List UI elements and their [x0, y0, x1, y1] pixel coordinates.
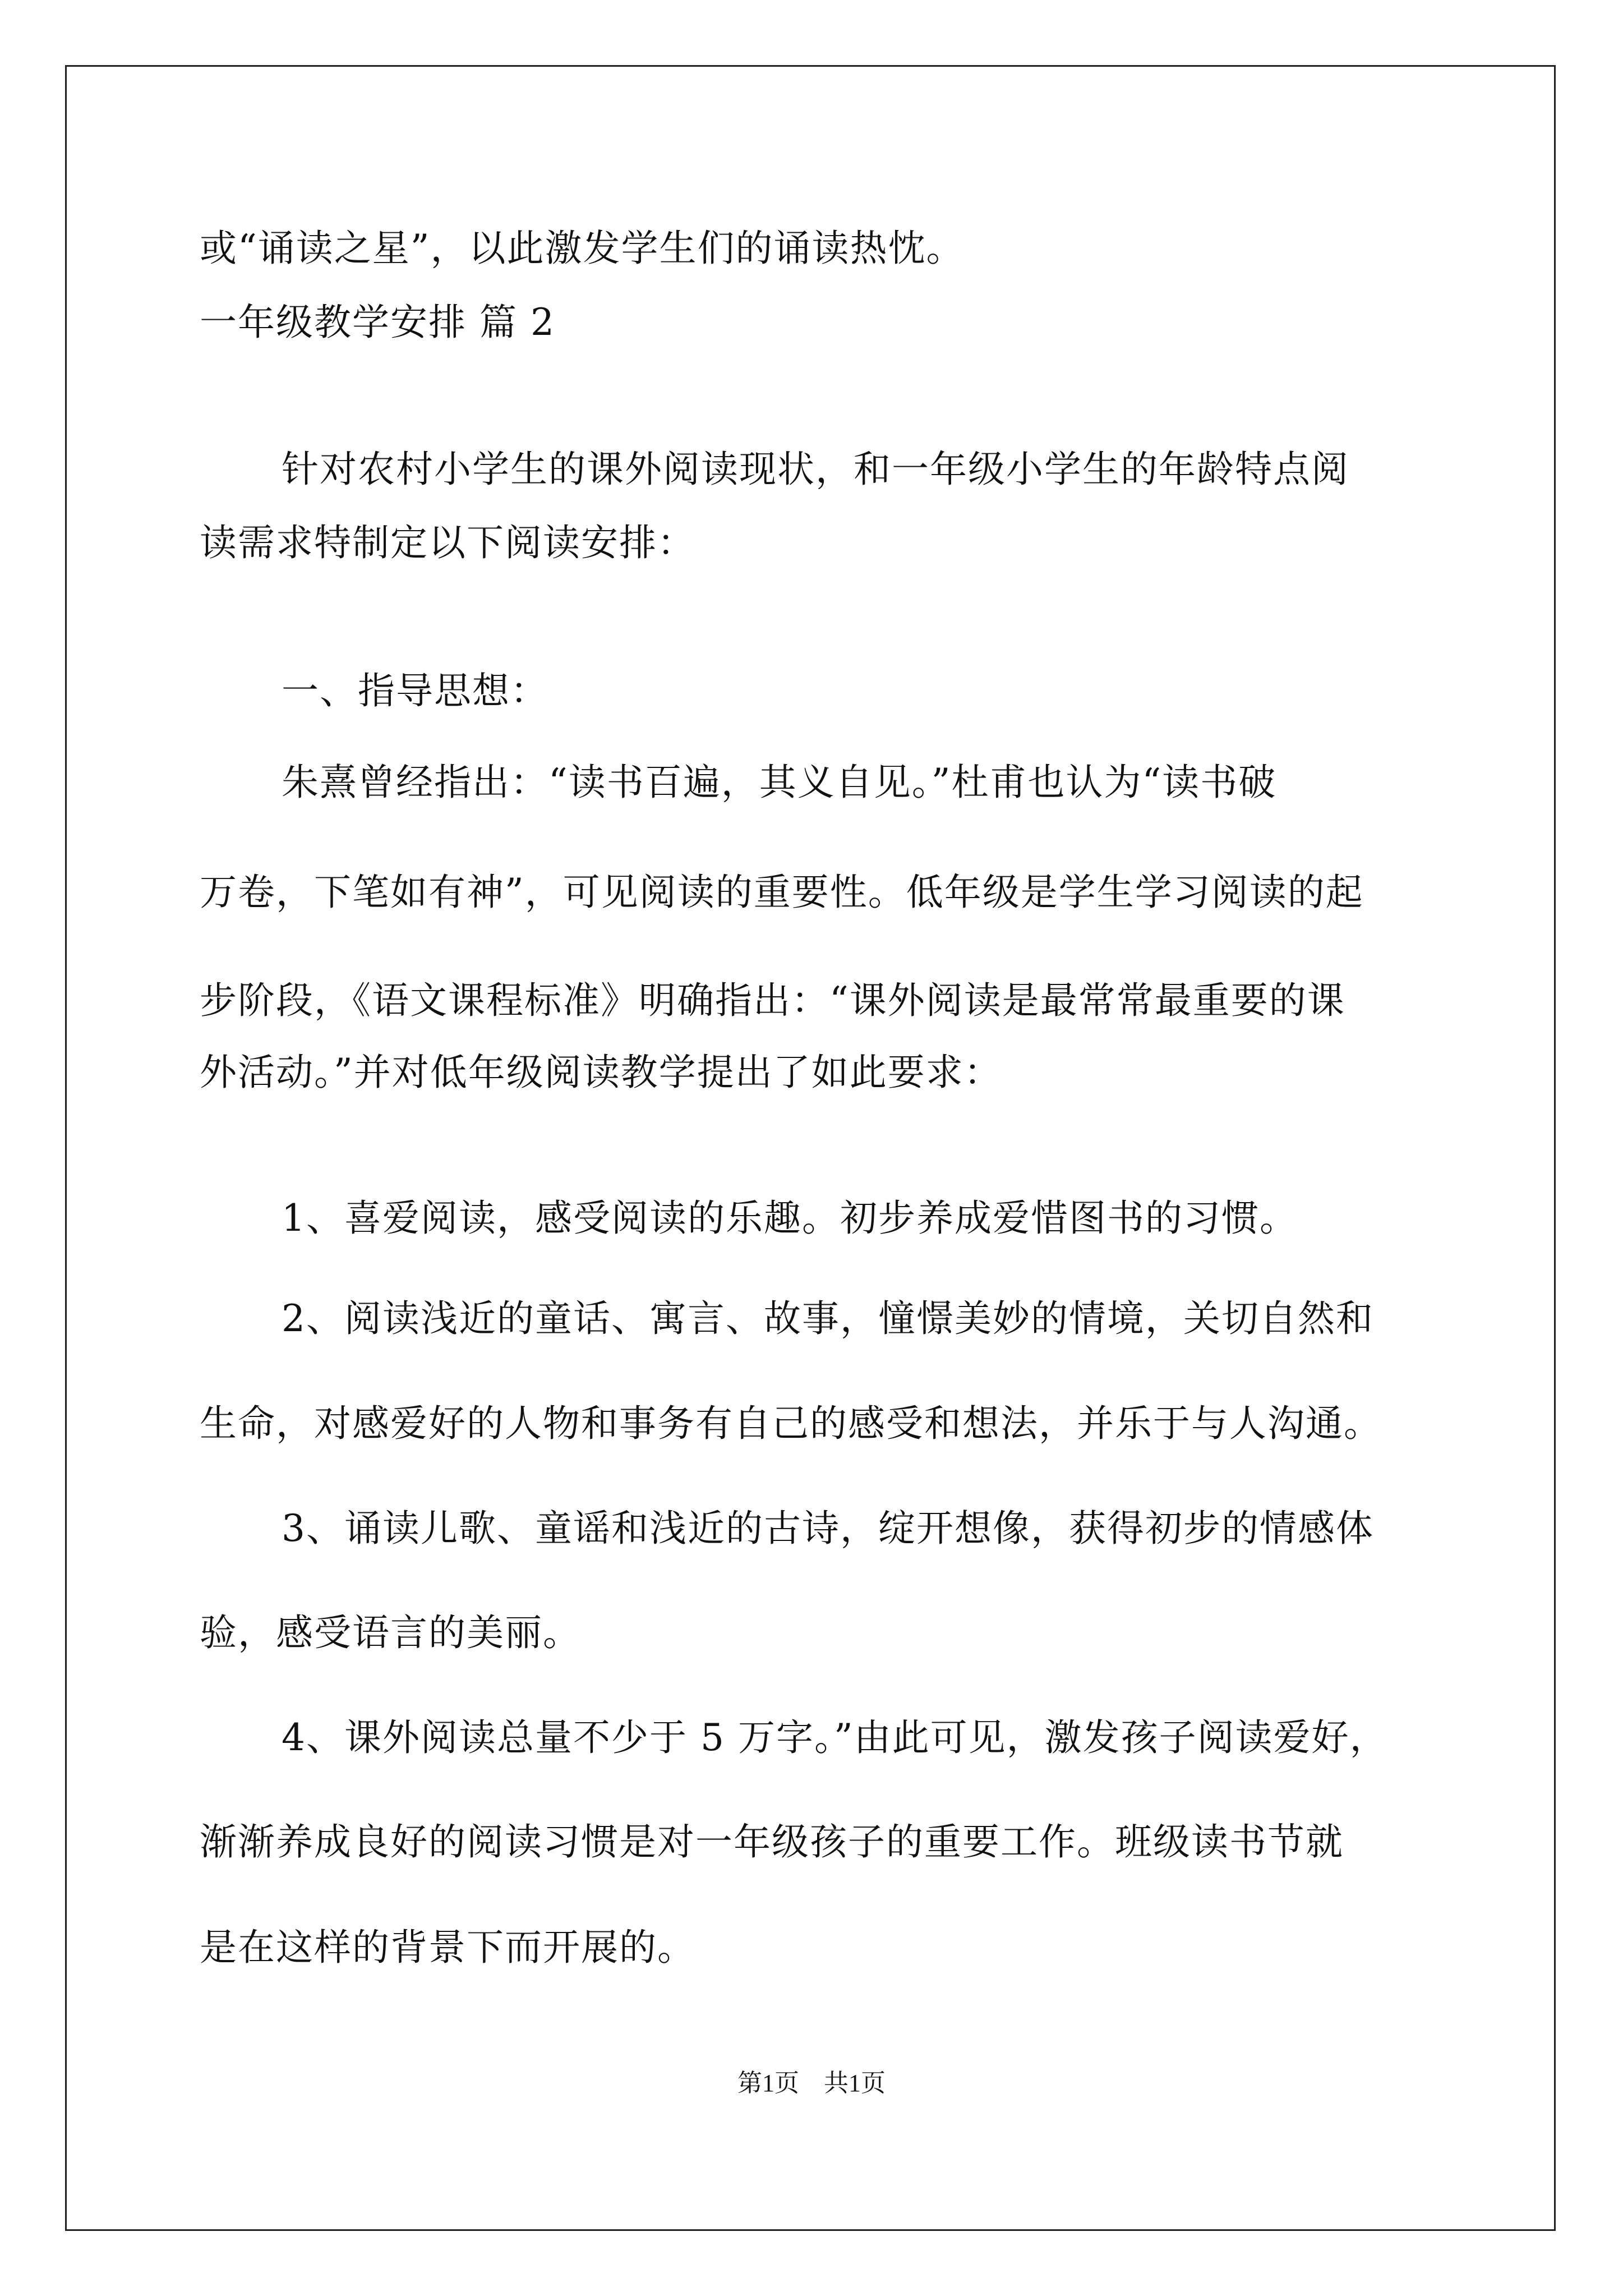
- paragraph-line: 读需求特制定以下阅读安排：: [200, 521, 695, 564]
- paragraph-line: 外活动。”并对低年级阅读教学提出了如此要求：: [200, 1051, 1002, 1094]
- paragraph-line: 渐渐养成良好的阅读习惯是对一年级孩子的重要工作。班级读书节就: [200, 1820, 1344, 1864]
- paragraph-line: 朱熹曾经指出：“读书百遍，其义自见。”杜甫也认为“读书破: [282, 761, 1277, 804]
- paragraph-line: 验，感受语言的美丽。: [200, 1611, 581, 1654]
- paragraph-line: 1、喜爱阅读，感受阅读的乐趣。初步养成爱惜图书的习惯。: [282, 1197, 1298, 1240]
- paragraph-line: 3、诵读儿歌、童谣和浅近的古诗，绽开想像，获得初步的情感体: [282, 1507, 1374, 1550]
- paragraph-line: 针对农村小学生的课外阅读现状，和一年级小学生的年龄特点阅: [282, 448, 1349, 491]
- page-footer: 第1页 共1页: [737, 2069, 886, 2097]
- paragraph-line: 是在这样的背景下而开展的。: [200, 1926, 695, 1969]
- paragraph-line: 2、阅读浅近的童话、寓言、故事，憧憬美妙的情境，关切自然和: [282, 1297, 1374, 1340]
- paragraph-line: 4、课外阅读总量不少于 5 万字。”由此可见，激发孩子阅读爱好，: [282, 1716, 1388, 1759]
- paragraph-line: 或“诵读之星”，以此激发学生们的诵读热忱。: [200, 227, 965, 270]
- section-heading: 一年级教学安排 篇 2: [200, 301, 555, 344]
- paragraph-line: 万卷，下笔如有神”，可见阅读的重要性。低年级是学生学习阅读的起: [200, 871, 1364, 914]
- paragraph-line: 一、指导思想：: [282, 669, 548, 712]
- paragraph-line: 步阶段，《语文课程标准》明确指出：“课外阅读是最常常最重要的课: [200, 979, 1345, 1022]
- paragraph-line: 生命，对感爱好的人物和事务有自己的感受和想法，并乐于与人沟通。: [200, 1402, 1382, 1445]
- page-border: [65, 65, 1556, 2231]
